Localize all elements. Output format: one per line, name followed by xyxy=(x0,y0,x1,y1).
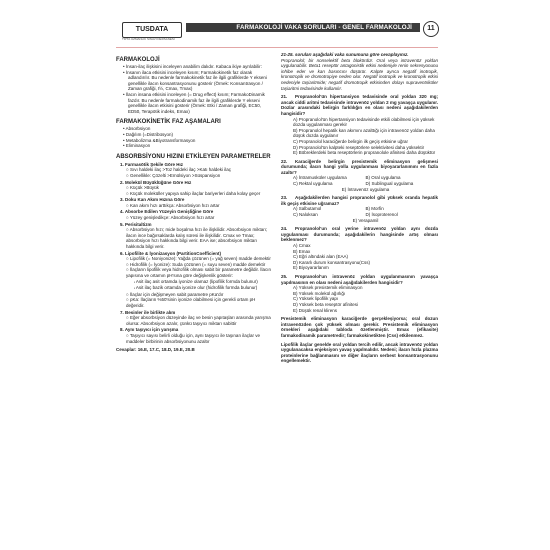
question-number: 21. xyxy=(281,94,288,100)
question-25 xyxy=(281,274,438,285)
numbered-heading: 2. Molekül Büyüklüğüne Göre Hız xyxy=(120,179,192,185)
numbered-heading: 8. Aynı taşıyıcı için yarışma xyxy=(120,327,179,333)
option: B) Propranolol hepatik kan akımını azalttığı için intravenöz yoldan daha düşük dozda uygulanır xyxy=(293,127,435,139)
option: C) Eğri altındaki alan (EAA) xyxy=(293,254,349,260)
numbered-heading: 3. Doku Kan Akım Hızına Göre xyxy=(120,197,185,203)
sub-item: ○ Lipofilik (= Noniyonize): Yağda çözünen (= yağ seven) madde demektir xyxy=(116,256,274,262)
option: E) İntravenöz uygulama xyxy=(341,186,390,192)
question-24 xyxy=(281,226,438,243)
sub-item: ○ Hidrofilik (= İyonize): Suda çözünen (= suyu seven) madde demektir xyxy=(116,262,274,268)
question-23 xyxy=(281,195,438,206)
option: A) Cmax xyxy=(293,243,311,248)
option: C) Yüksek lipofilik yapı xyxy=(293,296,339,302)
option: A) Salbutamol xyxy=(293,206,322,212)
option: D) Sublingual uygulama xyxy=(365,181,414,187)
option: E) Düşük renal klirens xyxy=(293,307,338,313)
nested-item: ▪ Asit ilaç asit ortamda iyonize olamaz (lipofilik formda bulunur) xyxy=(116,279,274,286)
publisher-logo-subtext: TIPTA UZMANLIK SINAVI DERSANESİ xyxy=(122,37,175,41)
sub-item: ○ İlaçlar için değişmeyen sabit parametre pKa'dır xyxy=(116,292,274,298)
numbered-heading: 6. Lipofilite & İyonizasyon (PartitionCoefficient) xyxy=(120,250,222,256)
option: E) Böbreklerdeki beta reseptörlerin propranolole afinitesi daha düşüktür xyxy=(293,150,436,156)
phase-item: • Eliminasyon xyxy=(116,143,274,149)
phase-item: • Dağılım (=Distribüsyon) xyxy=(116,132,274,138)
option: D) Propranolol'ün kalpteki reseptörlere selektivitesi daha yüksektir xyxy=(293,144,425,150)
right-column xyxy=(281,52,438,364)
bullet-text: • İnsanın ilaca etkisini inceleyen kısım; Farmakokinetik faz olarak adlandırılır. Bu nedenle farmakokinetik faz ile ilgili grafiklerde Y ekseni genellikle ilacın konsantrasyonunu gösterir (Örnek: Konsantrasyon / Zaman grafiği, t½, Cmax, Tmax) xyxy=(116,70,274,92)
sub-item: ○ pKa: İlaçların %50'sinin iyonize olabilmesi için gerekli ortam pH değeridir. xyxy=(116,297,274,308)
question-text: Propranolol'un oral yerine intravenöz yoldan aynı dozda uygulanması durumunda; aşağıdakilerin hangisinde artış olması beklenmez? xyxy=(281,226,438,243)
publisher-logo: TUSDATA xyxy=(122,22,182,38)
option: E) Biyoyararlanım xyxy=(293,265,329,271)
sub-item: ○ Genellikle: Çözelti >Emülsiyon >Süspansiyon xyxy=(116,173,274,179)
question-number: 23. xyxy=(281,195,288,201)
sub-item: ○ Eğer absorbsiyon düzeyinde ilaç ve besin yapıtaşları arasında yarışma olursa: Absorbsiyon azalır, çünkü taşıyıcı miktarı sabittir xyxy=(116,315,274,326)
option: B) Yüksek molekül ağırlığı xyxy=(293,290,346,296)
numbered-heading: 4. Absorbe Edilen Yüzeyin Genişliğine Göre xyxy=(120,209,214,215)
page-number: 11 xyxy=(423,21,439,37)
question-number: 25. xyxy=(281,273,288,279)
numbered-heading: 7. Besinler ile birlikte alım xyxy=(120,309,176,315)
left-column xyxy=(116,52,274,353)
option: E) Verapamil xyxy=(352,217,379,223)
section-title-phases: FARMAKOKİNETİK FAZ AŞAMALARI xyxy=(116,119,221,126)
sub-item: ○ Küçük moleküller yapıya sahip ilaçlar bariyerleri daha kolay geçer xyxy=(116,191,274,197)
question-text: Aşağıdakilerden hangisi propranolol gibi yüksek oranda hepatik ilk geçiş etkisine uğramaz? xyxy=(281,195,438,206)
sub-item: ○ İlaçların lipofilik veya hidrofilik olması sabit bir parametre değildir. İlacın yapısına ve ortamın pH'sına göre değişkenlik gösterir: xyxy=(116,267,274,278)
bullet-text: • İnsan-ilaç ilişkisini inceleyen anabilim dalıdır. Kabaca ikiye ayrılabilir: xyxy=(116,64,274,70)
option: D) Kararlı durum konsantrasyonu(Css) xyxy=(293,259,371,265)
option-row xyxy=(281,181,438,187)
question-number: 24. xyxy=(281,226,288,232)
question-22 xyxy=(281,159,438,176)
option: A) İntramusküler uygulama xyxy=(293,175,347,181)
option: D) Yüksek beta reseptör afinitesi xyxy=(293,301,358,307)
option: C) Propranolol karaciğerde belirgin ilk geçiş etkisine uğrar xyxy=(293,138,409,144)
option: B) Oral uygulama xyxy=(365,175,401,181)
explanation-paragraph: Presistemik eliminasyon karaciğerde gerçekleşiyorsa; oral dozun intravenözden çok yüksek olması gerekir. Presistemik eliminasyon örnekleri aşağıdaki tabloda özetlenmiştir. Emax (efikasite) farmakodinamik parametredir; farmakokinetikten (Css) etkilenmez. xyxy=(281,316,438,338)
numbered-heading: 5. Perisitaltizm xyxy=(120,221,152,227)
phase-item: • Absorbsiyon xyxy=(116,126,274,132)
page-header-title: FARMAKOLOJİ VAKA SORULARI - GENEL FARMAKOLOJİ xyxy=(186,23,420,32)
option: C) Rektal uygulama xyxy=(293,181,333,187)
question-text: Propranolol'ün hipertansiyon tedavisinde oral yoldan 320 mg; ancak ciddi aritmi tedavisinde intravenöz yoldan 2 mg yavaşça uygulanır. Dozlar arasındaki belirgin farklılığın en olası nedeni aşağıdakilerden hangisidir? xyxy=(281,94,438,116)
sub-item: ○ Küçük >Büyük xyxy=(116,185,274,191)
option: A) Yüksek presistemik eliminasyon xyxy=(293,285,363,291)
bullet-text: • İlacın insana etkisini inceleyen (= Drug effect) kısım; FarmakoDinamik fazdır. Bu nedenle farmakodinamik faz ile ilgili grafiklerde Y ekseni genellikle ilacın etkisini gösterir (Örnek: Etki / Zaman grafiği, EC50, ED50, Terapötik indeks, Emax) xyxy=(116,92,274,114)
nested-item: ▪ Asit ilaç bazik ortamda iyonize olur (hidrofilik formda bulunur) xyxy=(116,285,274,292)
sub-item: ○ Kan akım hızı arttıkça: Absorbsiyon hızı artar xyxy=(116,203,274,209)
numbered-heading: 1. Farmasötik Şekile Göre Hız xyxy=(120,161,184,167)
sub-item: ○ Sıvı haldeki ilaç >Toz haldeki ilaç >Katı haldeki ilaç xyxy=(116,167,274,173)
answer-key: Cevaplar: 16.E, 17.C, 18.D, 19.E, 20.B xyxy=(116,347,195,353)
section-title-farmakoloji: FARMAKOLOJİ xyxy=(116,57,160,63)
sub-item: ○ Absorbsiyon hızı; mide boşalma hızı ile ilişkilidir. Absorbsiyon miktarı; ilacın ince bağırsaklarda kalış süresi ile ilişkilidir. Cmax ve Tmax; absorbsiyon hızı hakkında bilgi verir. EAA ise; absorbsiyon miktarı hakkında bilgi verir. xyxy=(116,227,274,249)
question-text: Karaciğerde belirgin presistemik eliminasyon gelişmesi durumunda; ilacın hangi yolla uygulanması biyoyararlanımını en fazla azaltır? xyxy=(281,158,438,175)
phase-item: • Metabolizma &Biyotransformasyon xyxy=(116,138,274,144)
option: A) Propranolol'ün hipertansiyon tedavisinde etkili olabilmesi için yüksek dozda uygulanması gerekir xyxy=(293,116,435,128)
section-title-absorption: ABSORBSİYONU HIZINI ETKİLEYEN PARAMETRELER xyxy=(116,153,271,160)
question-number: 22. xyxy=(281,158,288,164)
case-text: Propranolol; bir nonselektif beta blokördür. Oral veya intravenöz yoldan uygulanabilir. Beta1 reseptör antagonistik etkisi nedeniyle renin sekresyonunu inhibe eder ve kan basıncını düşürür. Kalpte ayrıca negatif inotropik, kronotropik ve dromotropiye neden olur. Negatif inotropik ve kronotropik etkisi nedeniyle taşiaritmide; negatif dromotropik etkisinden dolayı supraventriküler taşiaritmi tedavisinde kullanılır. xyxy=(281,57,438,91)
header-divider xyxy=(116,47,438,48)
option-row xyxy=(281,212,438,218)
case-intro: 21-25. soruları aşağıdaki vaka sunumuna göre cevaplayınız. xyxy=(281,52,409,57)
explanation-paragraph: Lipofilik ilaçlar genelde oral yoldan tercih edilir, ancak intravenöz yoldan uygulanacaksa enjeksiyon yavaş yapılmalıdır. Nedeni; ilacın hızla plazma proteinlerine bağlanmasını ve diğer ilaçların serbest konsantrasyonunu engellemektir. xyxy=(281,341,438,364)
sub-item: ○ Yüzey genişledikçe: Absorbsiyon hızı artar xyxy=(116,215,274,221)
question-21 xyxy=(281,94,438,116)
option: B) Emax xyxy=(293,248,311,254)
option: D) İsoproterenol xyxy=(365,212,398,218)
option: C) Naloksan xyxy=(293,212,318,218)
question-text: Propranolol'un intravenöz yoldan uygulanmasının yavaşça yapılmasının en olası nedeni aşağıdakilerden hangisidir? xyxy=(281,273,438,285)
option: B) Morfin xyxy=(365,206,384,212)
sub-item: ○ Taşıyıcı sayısı belirli olduğu için, aynı taşıyıcı ile taşınan ilaçlar ve maddeler birbirinin absorbsiyonunu azaltır xyxy=(116,333,274,344)
